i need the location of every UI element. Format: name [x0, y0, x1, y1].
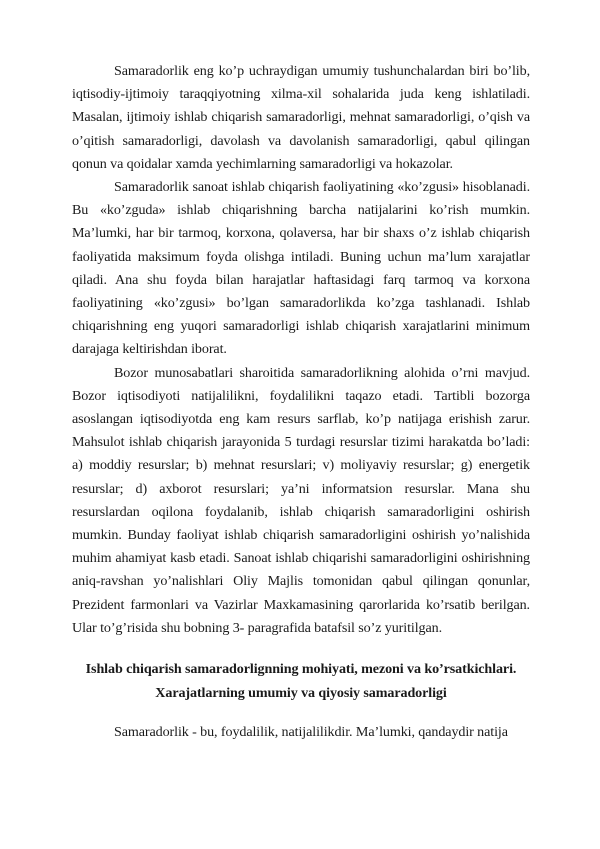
paragraph-1: Samaradorlik eng ko’p uchraydigan umumiy tushunchalardan biri bo’lib, iqtisodiy-ijtimoiy taraqqiyotning xilma-xil sohalarida juda keng ishlatiladi. Masalan, ijtimoiy ishlab chiqarish samaradorligi, mehnat samaradorligi, o’qish va o’qitish samaradorligi, davolash va davolanish samaradorligi, qabul qilingan qonun va qoidalar xamda yechimlarning samaradorligi va hokazolar. [72, 63, 530, 172]
section-heading-line-2: Xarajatlarning umumiy va qiyosiy samaradorligi [155, 685, 447, 702]
paragraph-3: Bozor munosabatlari sharoitida samaradorlikning alohida o’rni mavjud. Bozor iqtisodiyoti natijalilikni, foydalilikni taqazo etadi. Tartibli bozorga asoslangan iqtisodiyotda eng kam resurs sarflab, ko’p natijaga erishish zarur. Mahsulot ishlab chiqarish jarayonida 5 turdagi resurslar tizimi harakatda bo’ladi: a) moddiy resurslar; b) mehnat resurslari; v) moliyaviy resurslar; g) energetik resurslar; d) axborot resurslari; ya’ni informatsion resurslar. Mana shu resurslardan oqilona foydalanib, ishlab chiqarish samaradorligini oshirish mumkin. Bunday faoliyat ishlab chiqarish samaradorligini oshirish yo’nalishida muhim ahamiyat kasb etadi. Sanoat ishlab chiqarishi samaradorligini oshirishning aniq-ravshan yo’nalishlari Oliy Majlis tomonidan qabul qilingan qonunlar, Prezident farmonlari va Vazirlar Maxkamasining qarorlarida ko’rsatib berilgan. Ular to’g’risida shu bobning 3- paragrafida batafsil so’z yuritilgan. [72, 364, 530, 636]
paragraph-4: Samaradorlik - bu, foydalilik, natijalilikdir. Ma’lumki, qandaydir natija [114, 724, 508, 741]
paragraph-2: Samaradorlik sanoat ishlab chiqarish faoliyatining «ko’zgusi» hisoblanadi. Bu «ko’zguda» ishlab chiqarishning barcha natijalarini ko’rish mumkin. Ma’lumki, har bir tarmoq, korxona, qolaversa, har bir shaxs o’z ishlab chiqarish faoliyatida maksimum foyda olishga intiladi. Buning uchun ma’lum xarajatlar qiladi. Ana shu foyda bilan harajatlar haftasidagi farq tarmoq va korxona faoliyatining «ko’zgusi» bo’lgan samaradorlikda ko’zga tashlanadi. Ishlab chiqarishning eng yuqori samaradorligi ishlab chiqarish xarajatlarini minimum darajaga keltirishdan iborat. [72, 179, 530, 358]
section-heading [72, 657, 530, 705]
section-heading-line-1: Ishlab chiqarish samaradorlignning mohiyati, mezoni va ko’rsatkichlari. [85, 661, 517, 678]
document-body [72, 60, 530, 744]
